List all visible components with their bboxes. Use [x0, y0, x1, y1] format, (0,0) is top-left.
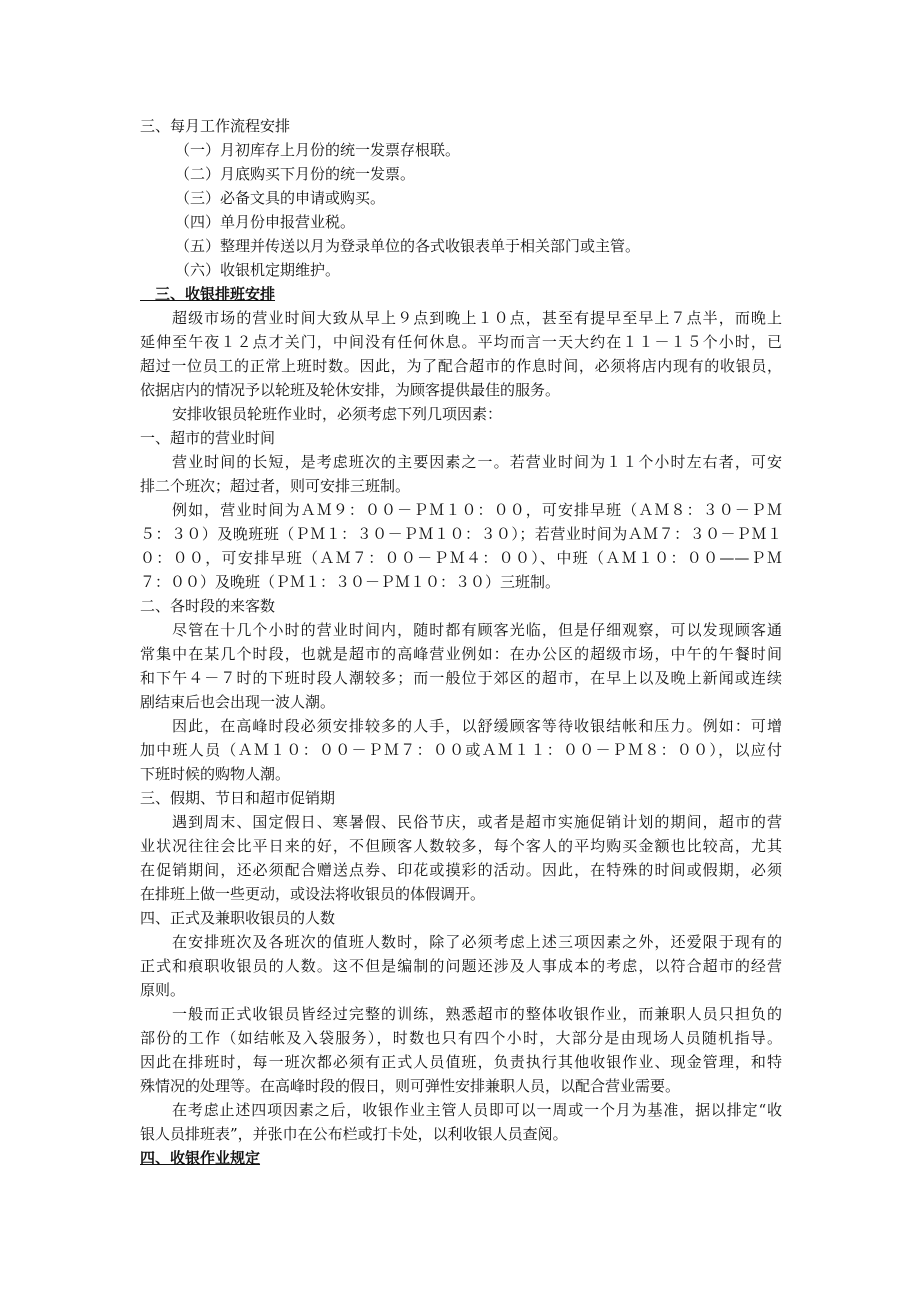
paragraph-line: 排二个班次；超过者，则可安排三班制。 — [140, 477, 411, 495]
paragraph-line: 遇到周末、国定假日、寒暑假、民俗节庆，或者是超市实施促销计划的期间，超市的营 — [172, 813, 782, 831]
list-item: （四）单月份申报营业税。 — [175, 213, 356, 231]
paragraph-line: 业状况往往会比平日来的好，不但顾客人数较多，每个客人的平均购买金额也比较高，尤其 — [140, 837, 782, 855]
paragraph-line: ７：００）及晚班（ＰＭ１：３０－ＰＭ１０：３０）三班制。 — [140, 573, 561, 591]
subsection-heading: 三、假期、节日和超市促销期 — [140, 789, 336, 807]
paragraph-line: 在安排班次及各班次的值班人数时，除了必须考虑上述三项因素之外，还爱限于现有的 — [172, 933, 782, 951]
list-item: （一）月初库存上月份的统一发票存根联。 — [175, 141, 461, 159]
section-heading-cashier-regulations: 四、收银作业规定 — [140, 1149, 261, 1167]
list-item: （五）整理并传送以月为登录单位的各式收银表单于相关部门或主管。 — [175, 237, 641, 255]
paragraph-line: 因此，在高峰时段必须安排较多的人手，以舒缓顾客等待收银结帐和压力。例如：可增 — [172, 717, 782, 735]
paragraph-line: 营业时间的长短，是考虑班次的主要因素之一。若营业时间为１１个小时左右者，可安 — [172, 453, 782, 471]
paragraph-line: 超过一位员工的正常上班时数。因此，为了配合超市的作息时间，必须将店内现有的收银员， — [140, 357, 782, 375]
paragraph-line: 殊情况的处理等。在高峰时段的假日，则可弹性安排兼职人员，以配合营业需要。 — [140, 1077, 681, 1095]
paragraph-line: 常集中在某几个时段，也就是超市的高峰营业例如：在办公区的超级市场，中午的午餐时间 — [140, 645, 782, 663]
paragraph-line: 银人员排班表”，并张巾在公布栏或打卡处，以利收银人员查阅。 — [140, 1125, 568, 1143]
paragraph-line: 安排收银员轮班作业时，必须考虑下列几项因素： — [172, 405, 503, 423]
paragraph-line: 加中班人员（ＡＭ１０：００－ＰＭ７：００或ＡＭ１１：００－ＰＭ８：００），以应付 — [140, 741, 782, 759]
subsection-heading: 四、正式及兼职收银员的人数 — [140, 909, 336, 927]
paragraph-line: 尽管在十几个小时的营业时间内，随时都有顾客光临，但是仔细观察，可以发现顾客通 — [172, 621, 782, 639]
subsection-heading: 一、超市的营业时间 — [140, 429, 276, 447]
list-item: （三）必备文具的申请或购买。 — [175, 189, 386, 207]
paragraph-line: 剧结束后也会出现一波人潮。 — [140, 693, 336, 711]
section-heading-cashier-scheduling: 三、收银排班安排 — [140, 285, 276, 303]
list-item: （二）月底购买下月份的统一发票。 — [175, 165, 416, 183]
paragraph-line: ０：００，可安排早班（ＡＭ７：００－ＰＭ４：００）、中班（ＡＭ１０：００——ＰＭ — [140, 549, 782, 567]
paragraph-line: 依据店内的情况予以轮班及轮休安排，为顾客提供最佳的服务。 — [140, 381, 561, 399]
paragraph-line: 因此在排班时，每一班次都必须有正式人员值班，负责执行其他收银作业、现金管理，和特 — [140, 1053, 782, 1071]
paragraph-line: 正式和痕职收银员的人数。这不但是编制的问题还涉及人事成本的考虑，以符合超市的经营 — [140, 957, 782, 975]
paragraph-line: 原则。 — [140, 981, 186, 999]
paragraph-line: 超级市场的营业时间大致从早上９点到晚上１０点，甚至有提早至早上７点半，而晚上 — [172, 309, 782, 327]
section-heading-monthly-workflow: 三、每月工作流程安排 — [140, 117, 291, 135]
paragraph-line: ５：３０）及晚班班（ＰＭ１：３０－ＰＭ１０：３０）；若营业时间为ＡＭ７：３０－ＰＭ１ — [140, 525, 782, 543]
paragraph-line: 在排班上做一些更动，或设法将收银员的体假调开。 — [140, 885, 486, 903]
paragraph-line: 在促销期间，还必须配合赠送点券、印花或摸彩的活动。因此，在特殊的时间或假期，必须 — [140, 861, 782, 879]
paragraph-line: 延伸至午夜１２点才关门，中间没有任何休息。平均而言一天大约在１１－１５个小时，已 — [140, 333, 782, 351]
paragraph-line: 下班时候的购物人潮。 — [140, 765, 291, 783]
paragraph-line: 部份的工作（如结帐及入袋服务），时数也只有四个小时，大部分是由现场人员随机指导。 — [140, 1029, 782, 1047]
paragraph-line: 和下午４－７时的下班时段人潮较多；而一般位于郊区的超市，在早上以及晚上新闻或连续 — [140, 669, 782, 687]
paragraph-line: 一般而正式收银员皆经过完整的训练，熟悉超市的整体收银作业，而兼职人员只担负的 — [172, 1005, 782, 1023]
paragraph-line: 在考虑止述四项因素之后，收银作业主管人员即可以一周或一个月为基准，据以排定“收 — [172, 1101, 782, 1119]
list-item: （六）收银机定期维护。 — [175, 261, 341, 279]
paragraph-line: 例如，营业时间为ＡＭ９：００－ＰＭ１０：００，可安排早班（ＡＭ８：３０－ＰＭ — [172, 501, 782, 519]
subsection-heading: 二、各时段的来客数 — [140, 597, 276, 615]
